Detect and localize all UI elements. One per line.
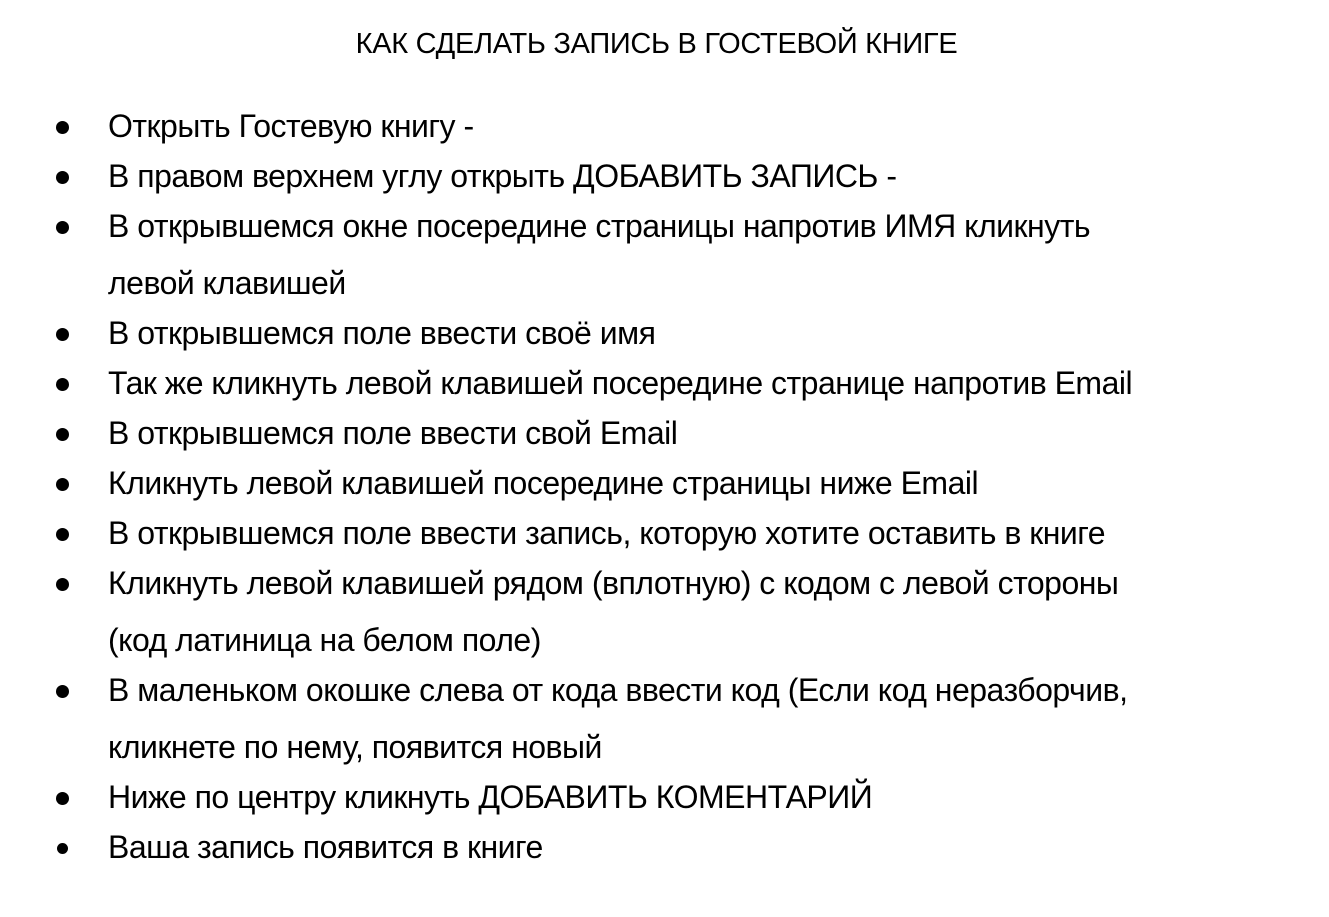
step-text: В открывшемся поле ввести запись, которую хотите оставить в книге	[108, 515, 1106, 551]
step-text: В открывшемся окне посередине страницы напротив ИМЯ кликнуть левой клавишей	[108, 208, 1091, 301]
step-text: В открывшемся поле ввести своё имя	[108, 315, 656, 351]
page-title: КАК СДЕЛАТЬ ЗАПИСЬ В ГОСТЕВОЙ КНИГЕ	[355, 28, 958, 60]
bullet-icon	[56, 121, 69, 134]
bullet-icon	[56, 428, 69, 441]
step-text: Ниже по центру кликнуть ДОБАВИТЬ КОМЕНТАРИЙ	[108, 779, 873, 815]
bullet-icon	[56, 528, 69, 541]
step-text: В открывшемся поле ввести свой Email	[108, 415, 678, 451]
bullet-icon	[56, 578, 69, 591]
bullet-icon	[56, 378, 69, 391]
bullet-icon	[56, 221, 69, 234]
step-text: Так же кликнуть левой клавишей посередине странице напротив Email	[108, 365, 1133, 401]
bullet-icon	[56, 478, 69, 491]
bullet-icon	[56, 685, 69, 698]
bullet-icon	[56, 792, 69, 805]
step-text: Кликнуть левой клавишей рядом (вплотную) с кодом с левой стороны (код латиница на белом поле)	[108, 565, 1119, 658]
bullet-icon	[57, 843, 68, 854]
step-text: Открыть Гостевую книгу -	[108, 108, 474, 144]
bullet-icon	[56, 171, 69, 184]
step-text: В правом верхнем углу открыть ДОБАВИТЬ ЗАПИСЬ -	[108, 158, 897, 194]
step-text: В маленьком окошке слева от кода ввести код (Если код неразборчив, кликнете по нему, появится новый	[108, 672, 1128, 765]
bullet-icon	[56, 328, 69, 341]
step-text: Кликнуть левой клавишей посередине страницы ниже Email	[108, 465, 979, 501]
step-text: Ваша запись появится в книге	[108, 829, 543, 865]
